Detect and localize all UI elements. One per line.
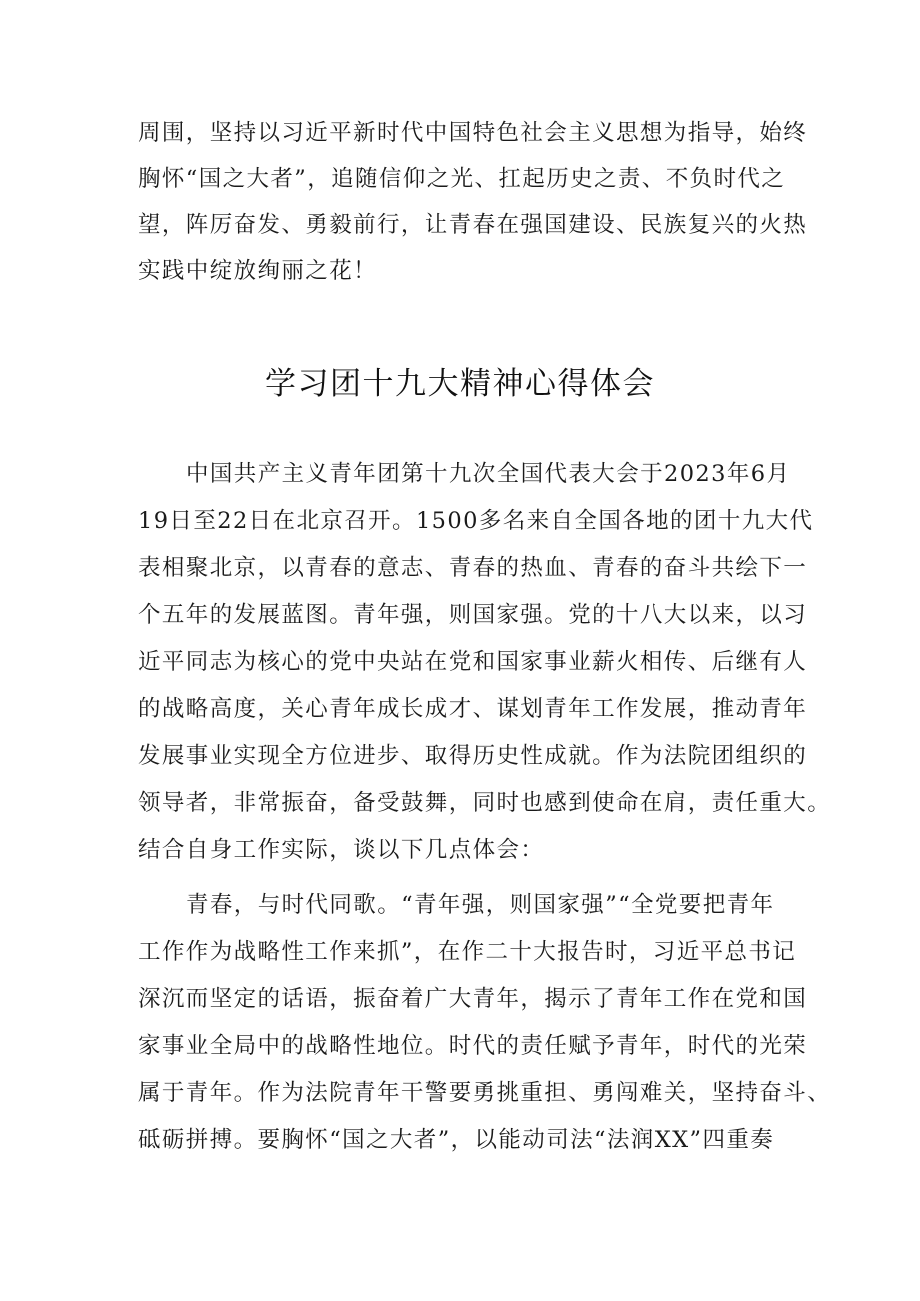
paragraph-line: 属于青年。作为法院青年干警要勇挑重担、勇闯难关，坚持奋斗、: [138, 1080, 832, 1106]
paragraph-line: 工作作为战略性工作来抓”，在作二十大报告时，习近平总书记: [138, 939, 797, 965]
paragraph-line: 中国共产主义青年团第十九次全国代表大会于2023年6月: [186, 461, 791, 487]
paragraph-line: 表相聚北京，以青春的意志、青春的热血、青春的奋斗共绘下一: [138, 555, 808, 581]
paragraph-line: 个五年的发展蓝图。青年强，则国家强。党的十八大以来，以习: [138, 602, 808, 628]
page-title: 学习团十九大精神心得体会: [265, 366, 655, 402]
paragraph-line: 领导者，非常振奋，备受鼓舞，同时也感到使命在肩，责任重大。: [138, 790, 832, 816]
paragraph-line: 家事业全局中的战略性地位。时代的责任赋予青年，时代的光荣: [138, 1033, 808, 1059]
intro-line: 望，阵厉奋发、勇毅前行，让青春在强国建设、民族复兴的火热: [138, 212, 808, 238]
intro-line: 实践中绽放绚丽之花！: [138, 258, 378, 284]
intro-line: 周围，坚持以习近平新时代中国特色社会主义思想为指导，始终: [138, 120, 808, 146]
paragraph-line: 的战略高度，关心青年成长成才、谋划青年工作发展，推动青年: [138, 696, 808, 722]
paragraph-line: 砥砺拼搏。要胸怀“国之大者”，以能动司法“法润XX”四重奏: [138, 1127, 775, 1153]
paragraph-line: 深沉而坚定的话语，振奋着广大青年，揭示了青年工作在党和国: [138, 986, 808, 1012]
paragraph-line: 结合自身工作实际，谈以下几点体会：: [138, 837, 545, 863]
paragraph-line: 发展事业实现全方位进步、取得历史性成就。作为法院团组织的: [138, 743, 808, 769]
paragraph-line: 青春，与时代同歌。“青年强，则国家强”“全党要把青年: [186, 892, 775, 918]
intro-line: 胸怀“国之大者”，追随信仰之光、扛起历史之责、不负时代之: [138, 166, 786, 192]
paragraph-line: 19日至22日在北京召开。1500多名来自全国各地的团十九大代: [138, 508, 814, 534]
paragraph-line: 近平同志为核心的党中央站在党和国家事业薪火相传、后继有人: [138, 649, 808, 675]
